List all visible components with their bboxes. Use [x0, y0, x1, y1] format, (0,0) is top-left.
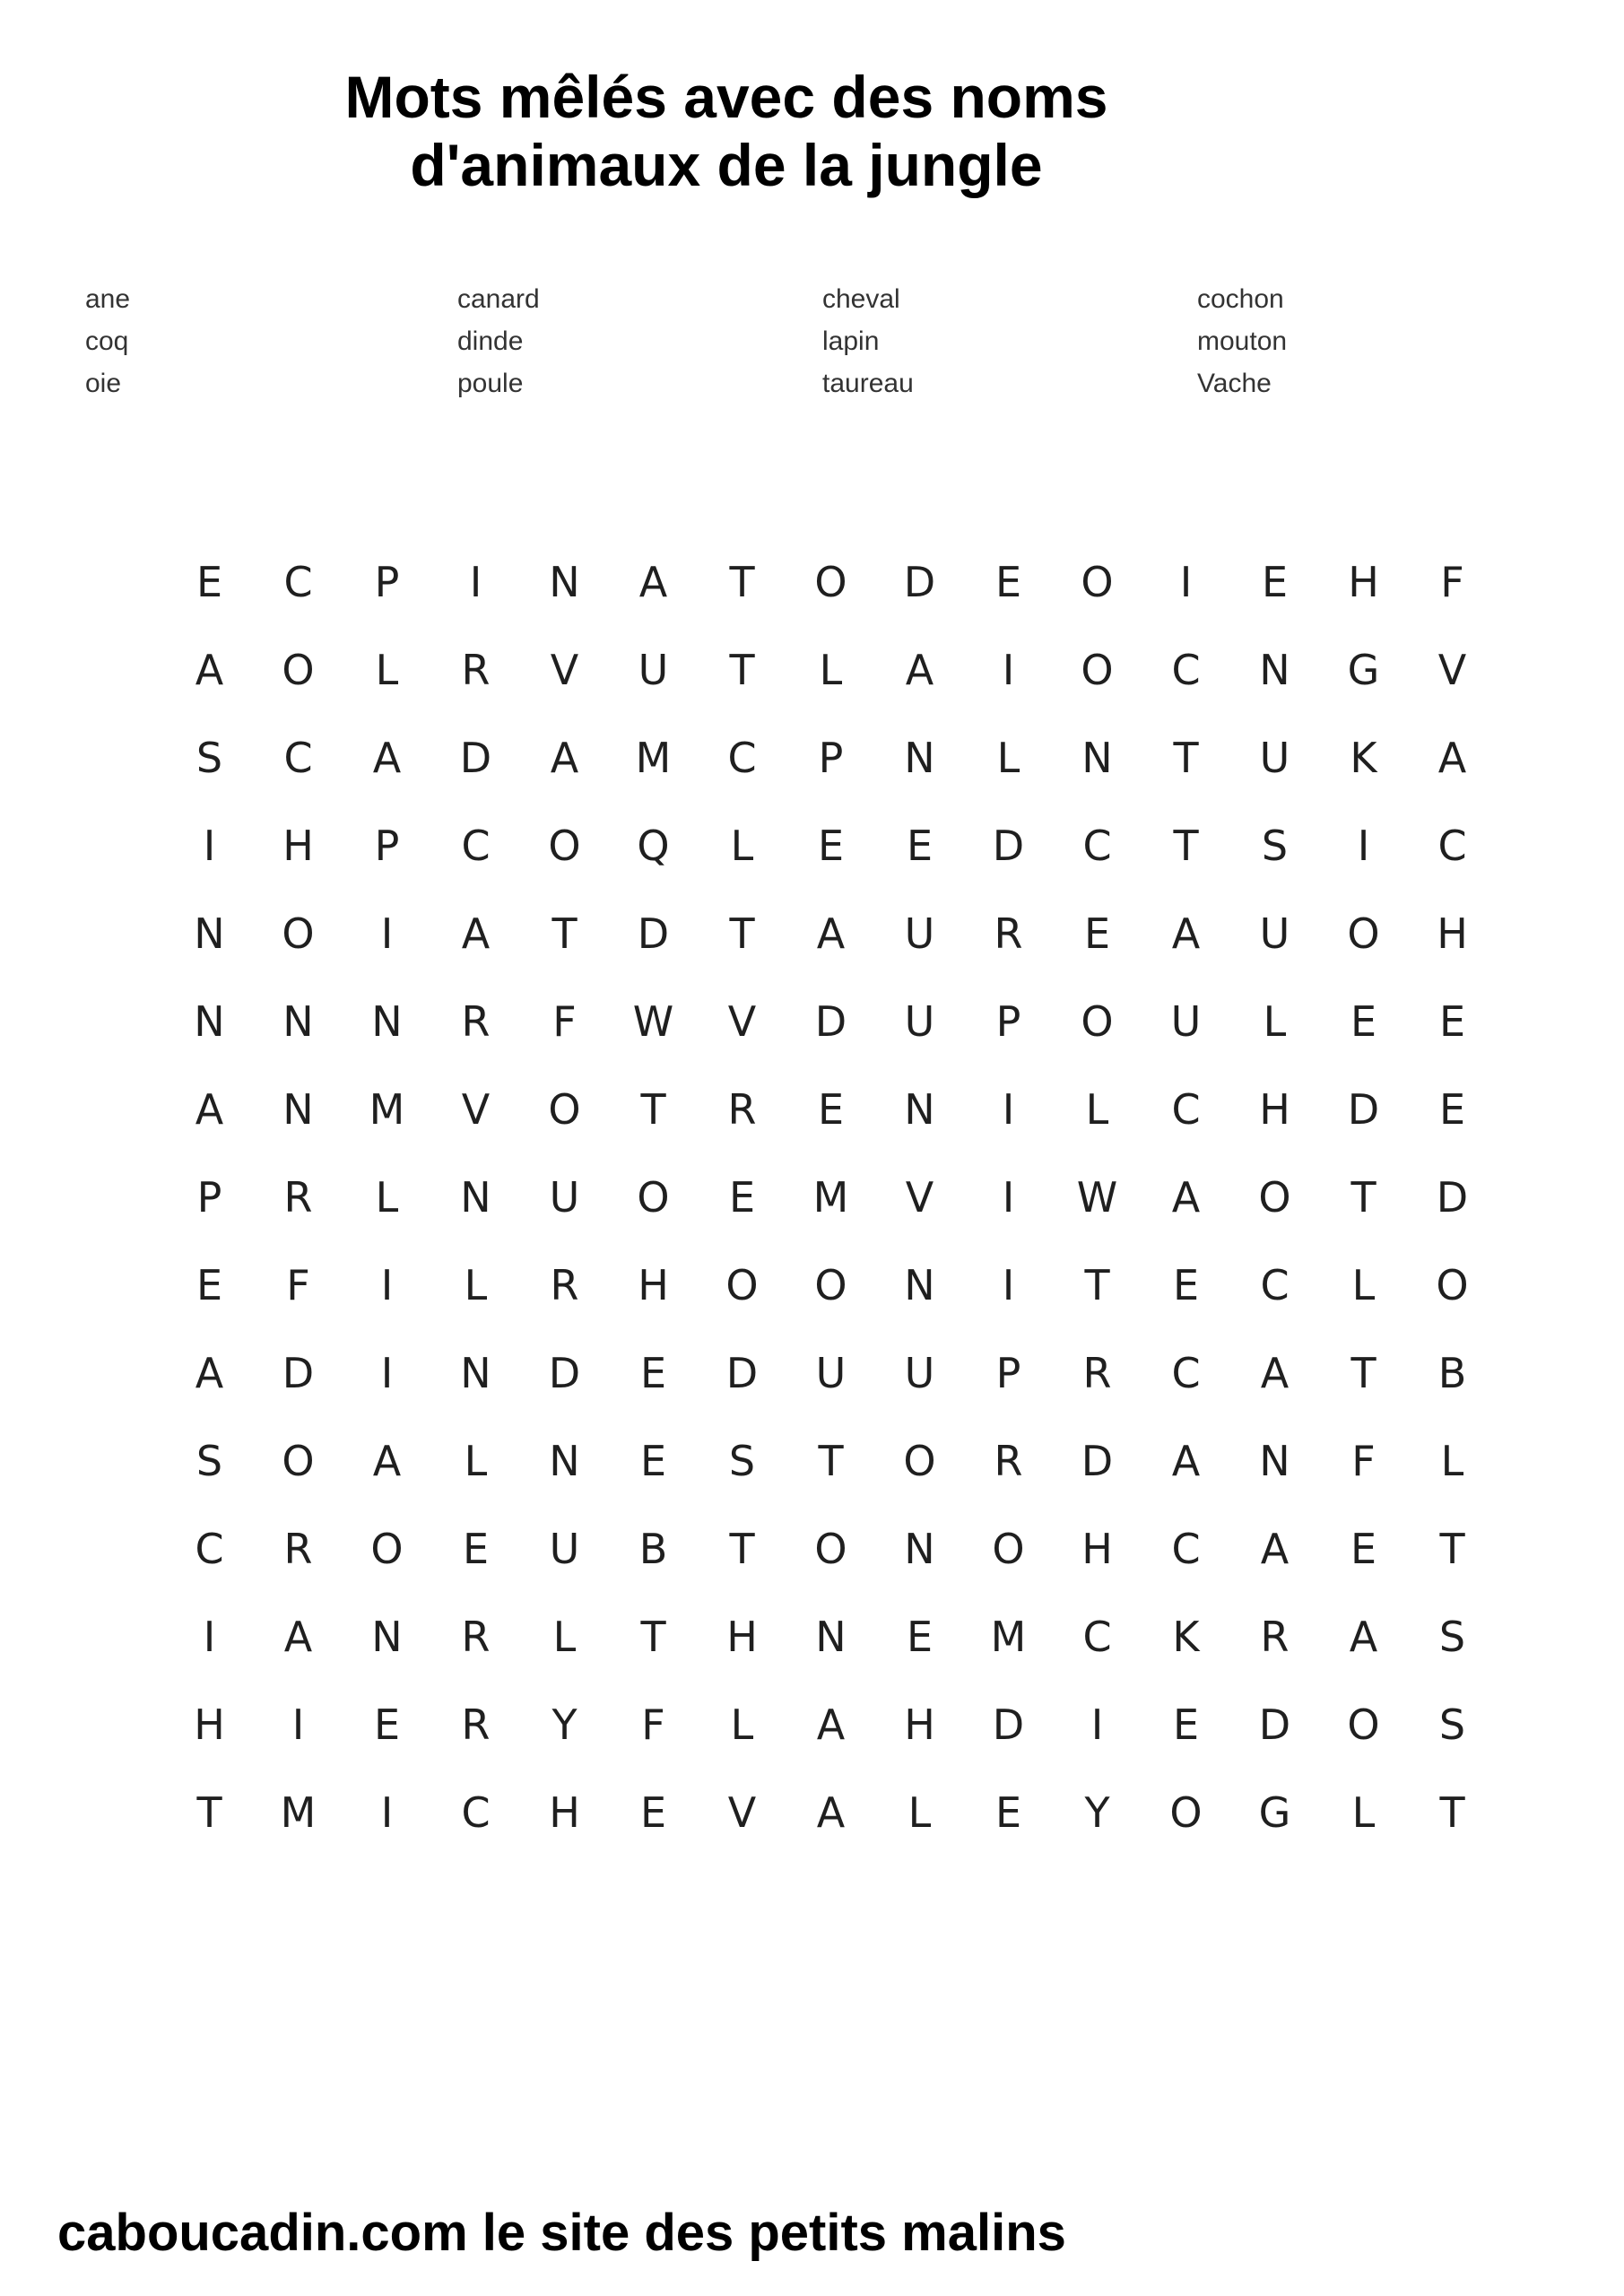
grid-letter[interactable]: D [1081, 1437, 1114, 1485]
grid-row [165, 626, 1497, 714]
grid-letter[interactable]: H [638, 1261, 669, 1309]
grid-letter[interactable]: L [375, 646, 399, 694]
grid-letter[interactable]: G [1258, 1788, 1291, 1837]
grid-letter[interactable]: N [371, 997, 403, 1046]
grid-letter[interactable]: M [990, 1613, 1027, 1661]
grid-letter[interactable]: S [728, 1437, 756, 1485]
grid-row [165, 802, 1497, 890]
grid-letter[interactable]: O [282, 1437, 315, 1485]
grid-letter[interactable]: E [195, 558, 223, 606]
grid-letter[interactable]: T [551, 909, 578, 958]
grid-letter[interactable]: C [283, 558, 313, 606]
grid-letter[interactable]: E [1083, 909, 1111, 958]
grid-letter[interactable]: N [815, 1613, 847, 1661]
footer-tagline: caboucadin.com le site des petits malins [57, 2204, 1066, 2262]
grid-letter[interactable]: I [1357, 822, 1370, 870]
grid-letter[interactable]: V [905, 1173, 934, 1222]
grid-letter[interactable]: T [640, 1085, 666, 1134]
grid-letter[interactable]: I [1002, 646, 1015, 694]
grid-letter[interactable]: U [549, 1525, 580, 1573]
grid-letter[interactable]: U [1259, 734, 1290, 782]
grid-row [165, 1769, 1497, 1857]
grid-letter[interactable]: E [1438, 997, 1466, 1046]
grid-letter[interactable]: E [373, 1700, 401, 1749]
grid-letter[interactable]: P [374, 822, 400, 870]
grid-row [165, 714, 1497, 802]
page-title-line-2: d'animaux de la jungle [410, 132, 1043, 198]
grid-letter[interactable]: I [203, 822, 216, 870]
grid-letter[interactable]: C [1171, 1525, 1201, 1573]
grid-letter[interactable]: A [1171, 1437, 1201, 1485]
grid-letter[interactable]: A [816, 909, 846, 958]
grid-row [165, 1153, 1497, 1241]
grid-letter[interactable]: T [729, 1525, 755, 1573]
grid-letter[interactable]: L [464, 1437, 488, 1485]
grid-row [165, 1505, 1497, 1593]
grid-letter[interactable]: T [818, 1437, 844, 1485]
grid-letter[interactable]: A [638, 558, 668, 606]
grid-letter[interactable]: E [728, 1173, 756, 1222]
grid-letter[interactable]: T [729, 558, 755, 606]
grid-letter[interactable]: D [725, 1349, 759, 1397]
word-item: cochon [1197, 284, 1284, 314]
grid-letter[interactable]: R [994, 909, 1023, 958]
grid-letter[interactable]: H [1081, 1525, 1113, 1573]
grid-letter[interactable]: N [282, 997, 314, 1046]
grid-letter[interactable]: C [1260, 1261, 1290, 1309]
grid-letter[interactable]: T [1173, 734, 1199, 782]
grid-letter[interactable]: A [1349, 1613, 1378, 1661]
grid-letter[interactable]: R [994, 1437, 1023, 1485]
grid-letter[interactable]: E [1172, 1261, 1200, 1309]
grid-letter[interactable]: N [460, 1349, 491, 1397]
grid-row [165, 1065, 1497, 1153]
grid-letter[interactable]: F [552, 997, 577, 1046]
grid-letter[interactable]: H [1348, 558, 1379, 606]
grid-letter[interactable]: K [1350, 734, 1377, 782]
grid-letter[interactable]: E [906, 822, 934, 870]
word-item: taureau [822, 369, 914, 398]
grid-letter[interactable]: T [1084, 1261, 1110, 1309]
grid-letter[interactable]: D [992, 1700, 1025, 1749]
grid-letter[interactable]: M [812, 1173, 849, 1222]
grid-letter[interactable]: V [550, 646, 579, 694]
grid-letter[interactable]: N [904, 734, 935, 782]
grid-letter[interactable]: T [1350, 1349, 1376, 1397]
grid-letter[interactable]: N [549, 558, 580, 606]
grid-letter[interactable]: L [908, 1788, 932, 1837]
grid-letter[interactable]: C [727, 734, 757, 782]
grid-letter[interactable]: O [1081, 558, 1114, 606]
grid-letter[interactable]: C [1082, 1613, 1112, 1661]
grid-letter[interactable]: T [640, 1613, 666, 1661]
grid-letter[interactable]: S [195, 1437, 223, 1485]
grid-letter[interactable]: L [730, 1700, 754, 1749]
grid-letter[interactable]: O [1347, 1700, 1380, 1749]
grid-letter[interactable]: A [816, 1700, 846, 1749]
grid-letter[interactable]: N [194, 997, 225, 1046]
grid-letter[interactable]: I [380, 909, 394, 958]
word-list-column-1 [85, 278, 426, 404]
grid-letter[interactable]: A [1171, 909, 1201, 958]
grid-letter[interactable]: I [1002, 1085, 1015, 1134]
grid-letter[interactable]: A [372, 734, 402, 782]
word-list-column-2 [457, 278, 798, 404]
grid-letter[interactable]: W [632, 997, 674, 1046]
grid-letter[interactable]: R [1260, 1613, 1290, 1661]
grid-letter[interactable]: C [461, 1788, 491, 1837]
grid-letter[interactable]: I [1179, 558, 1193, 606]
grid-letter[interactable]: I [1090, 1700, 1104, 1749]
grid-letter[interactable]: A [1260, 1349, 1290, 1397]
grid-letter[interactable]: A [195, 646, 224, 694]
grid-letter[interactable]: O [1169, 1788, 1203, 1837]
grid-letter[interactable]: I [380, 1261, 394, 1309]
grid-letter[interactable]: U [1259, 909, 1290, 958]
grid-letter[interactable]: O [1081, 997, 1114, 1046]
grid-letter[interactable]: A [283, 1613, 313, 1661]
grid-letter[interactable]: C [283, 734, 313, 782]
grid-letter[interactable]: R [283, 1525, 313, 1573]
grid-letter[interactable]: L [819, 646, 843, 694]
grid-letter[interactable]: A [461, 909, 491, 958]
grid-letter[interactable]: E [994, 1788, 1022, 1837]
grid-row [165, 890, 1497, 978]
grid-letter[interactable]: Y [551, 1700, 578, 1749]
grid-letter[interactable]: D [459, 734, 492, 782]
grid-letter[interactable]: O [1081, 646, 1114, 694]
grid-letter[interactable]: U [904, 909, 935, 958]
grid-letter[interactable]: O [370, 1525, 404, 1573]
grid-letter[interactable]: C [461, 822, 491, 870]
grid-letter[interactable]: D [548, 1349, 581, 1397]
grid-letter[interactable]: L [730, 822, 754, 870]
grid-letter[interactable]: D [1258, 1700, 1291, 1749]
grid-letter[interactable]: Q [637, 822, 670, 870]
grid-letter[interactable]: L [464, 1261, 488, 1309]
grid-letter[interactable]: C [1437, 822, 1467, 870]
grid-row [165, 1681, 1497, 1769]
grid-row [165, 1593, 1497, 1681]
grid-letter[interactable]: U [815, 1349, 847, 1397]
grid-letter[interactable]: F [1440, 558, 1464, 606]
grid-letter[interactable]: F [1351, 1437, 1376, 1485]
grid-letter[interactable]: H [1259, 1085, 1290, 1134]
word-item: dinde [457, 326, 524, 356]
grid-letter[interactable]: H [904, 1700, 935, 1749]
grid-letter[interactable]: D [903, 558, 936, 606]
grid-letter[interactable]: L [1085, 1085, 1109, 1134]
grid-letter[interactable]: I [1002, 1261, 1015, 1309]
grid-letter[interactable]: O [725, 1261, 759, 1309]
grid-letter[interactable]: N [1081, 734, 1113, 782]
grid-letter[interactable]: S [1438, 1613, 1466, 1661]
grid-letter[interactable]: M [635, 734, 672, 782]
grid-letter[interactable]: I [291, 1700, 305, 1749]
grid-letter[interactable]: E [639, 1788, 667, 1837]
grid-letter[interactable]: P [995, 997, 1021, 1046]
grid-letter[interactable]: L [1351, 1261, 1376, 1309]
grid-letter[interactable]: L [552, 1613, 577, 1661]
grid-letter[interactable]: H [194, 1700, 225, 1749]
grid-letter[interactable]: E [994, 558, 1022, 606]
page-title-line-1: Mots mêlés avec des noms [344, 64, 1108, 130]
grid-letter[interactable]: O [992, 1525, 1025, 1573]
grid-letter[interactable]: R [283, 1173, 313, 1222]
grid-letter[interactable]: F [641, 1700, 665, 1749]
word-item: mouton [1197, 326, 1288, 356]
grid-letter[interactable]: E [195, 1261, 223, 1309]
grid-letter[interactable]: I [203, 1613, 216, 1661]
grid-letter[interactable]: V [1437, 646, 1467, 694]
grid-letter[interactable]: O [1347, 909, 1380, 958]
grid-letter[interactable]: C [1171, 1085, 1201, 1134]
word-item: cheval [822, 284, 900, 314]
word-item: poule [457, 369, 524, 398]
grid-letter[interactable]: E [817, 822, 845, 870]
grid-letter[interactable]: A [1437, 734, 1467, 782]
grid-letter[interactable]: W [1076, 1173, 1118, 1222]
grid-letter[interactable]: V [727, 997, 757, 1046]
grid-letter[interactable]: C [195, 1525, 224, 1573]
grid-letter[interactable]: S [1438, 1700, 1466, 1749]
grid-letter[interactable]: N [371, 1613, 403, 1661]
grid-letter[interactable]: T [1439, 1788, 1465, 1837]
grid-letter[interactable]: L [1351, 1788, 1376, 1837]
word-item: oie [85, 369, 122, 398]
grid-letter[interactable]: O [282, 909, 315, 958]
grid-letter[interactable]: N [1259, 1437, 1290, 1485]
grid-letter[interactable]: H [726, 1613, 758, 1661]
grid-letter[interactable]: N [904, 1085, 935, 1134]
grid-row [165, 1241, 1497, 1329]
grid-letter[interactable]: U [549, 1173, 580, 1222]
grid-letter[interactable]: I [380, 1349, 394, 1397]
grid-letter[interactable]: M [369, 1085, 405, 1134]
grid-letter[interactable]: T [1173, 822, 1199, 870]
grid-letter[interactable]: I [469, 558, 482, 606]
grid-letter[interactable]: T [1439, 1525, 1465, 1573]
grid-letter[interactable]: M [280, 1788, 317, 1837]
grid-letter[interactable]: O [637, 1173, 670, 1222]
page-title [0, 63, 1453, 199]
grid-letter[interactable]: V [461, 1085, 491, 1134]
grid-letter[interactable]: E [462, 1525, 490, 1573]
grid-letter[interactable]: D [282, 1349, 315, 1397]
grid-letter[interactable]: E [1350, 997, 1377, 1046]
grid-letter[interactable]: C [1171, 646, 1201, 694]
grid-letter[interactable]: D [992, 822, 1025, 870]
grid-letter[interactable]: O [1436, 1261, 1469, 1309]
grid-letter[interactable]: R [461, 997, 491, 1046]
grid-letter[interactable]: A [816, 1788, 846, 1837]
grid-letter[interactable]: C [1171, 1349, 1201, 1397]
grid-letter[interactable]: R [550, 1261, 579, 1309]
grid-letter[interactable]: N [904, 1525, 935, 1573]
grid-letter[interactable]: O [814, 558, 847, 606]
grid-letter[interactable]: O [548, 1085, 581, 1134]
grid-letter[interactable]: A [1171, 1173, 1201, 1222]
grid-letter[interactable]: A [195, 1085, 224, 1134]
word-item: ane [85, 284, 131, 314]
word-item: Vache [1197, 369, 1272, 398]
grid-letter[interactable]: B [638, 1525, 668, 1573]
word-list [85, 278, 1556, 413]
grid-letter[interactable]: T [729, 646, 755, 694]
grid-letter[interactable]: V [727, 1788, 757, 1837]
grid-letter[interactable]: A [1260, 1525, 1290, 1573]
grid-letter[interactable]: H [1437, 909, 1468, 958]
grid-row [165, 1329, 1497, 1417]
grid-letter[interactable]: D [1347, 1085, 1380, 1134]
grid-letter[interactable]: N [1259, 646, 1290, 694]
grid-letter[interactable]: S [1261, 822, 1289, 870]
grid-letter[interactable]: R [727, 1085, 757, 1134]
grid-letter[interactable]: D [637, 909, 670, 958]
grid-letter[interactable]: K [1172, 1613, 1200, 1661]
grid-letter[interactable]: U [1170, 997, 1202, 1046]
grid-letter[interactable]: O [814, 1525, 847, 1573]
grid-letter[interactable]: R [461, 1613, 491, 1661]
grid-letter[interactable]: R [461, 646, 491, 694]
grid-letter[interactable]: N [194, 909, 225, 958]
grid-letter[interactable]: T [729, 909, 755, 958]
grid-letter[interactable]: Y [1084, 1788, 1110, 1837]
grid-letter[interactable]: E [639, 1437, 667, 1485]
grid-letter[interactable]: N [460, 1173, 491, 1222]
grid-letter[interactable]: G [1347, 646, 1380, 694]
grid-letter[interactable]: A [550, 734, 579, 782]
grid-letter[interactable]: E [1261, 558, 1289, 606]
grid-letter[interactable]: E [906, 1613, 934, 1661]
grid-letter[interactable]: E [1438, 1085, 1466, 1134]
grid-letter[interactable]: H [282, 822, 314, 870]
grid-letter[interactable]: E [817, 1085, 845, 1134]
grid-letter[interactable]: T [196, 1788, 222, 1837]
grid-row [165, 978, 1497, 1065]
grid-letter[interactable]: P [995, 1349, 1021, 1397]
grid-letter[interactable]: I [380, 1788, 394, 1837]
grid-letter[interactable]: R [1082, 1349, 1112, 1397]
grid-letter[interactable]: C [1082, 822, 1112, 870]
grid-letter[interactable]: L [375, 1173, 399, 1222]
letter-grid [165, 538, 1497, 1857]
grid-letter[interactable]: N [549, 1437, 580, 1485]
grid-letter[interactable]: E [639, 1349, 667, 1397]
grid-letter[interactable]: R [461, 1700, 491, 1749]
grid-letter[interactable]: H [549, 1788, 580, 1837]
word-item: coq [85, 326, 129, 356]
word-item: lapin [822, 326, 880, 356]
grid-letter[interactable]: D [814, 997, 847, 1046]
grid-letter[interactable]: P [374, 558, 400, 606]
grid-row [165, 1417, 1497, 1505]
word-list-column-3 [822, 278, 1163, 404]
grid-letter[interactable]: U [904, 1349, 935, 1397]
grid-row [165, 538, 1497, 626]
grid-letter[interactable]: F [286, 1261, 310, 1309]
grid-letter[interactable]: P [196, 1173, 222, 1222]
grid-letter[interactable]: O [1258, 1173, 1291, 1222]
grid-letter[interactable]: A [372, 1437, 402, 1485]
grid-letter[interactable]: N [282, 1085, 314, 1134]
grid-letter[interactable]: O [282, 646, 315, 694]
grid-letter[interactable]: A [905, 646, 934, 694]
grid-letter[interactable]: O [814, 1261, 847, 1309]
grid-letter[interactable]: O [548, 822, 581, 870]
grid-letter[interactable]: U [638, 646, 669, 694]
grid-letter[interactable]: S [195, 734, 223, 782]
grid-letter[interactable]: L [996, 734, 1020, 782]
grid-letter[interactable]: E [1172, 1700, 1200, 1749]
grid-letter[interactable]: T [1350, 1173, 1376, 1222]
grid-letter[interactable]: P [818, 734, 844, 782]
grid-letter[interactable]: N [904, 1261, 935, 1309]
grid-letter[interactable]: D [1436, 1173, 1469, 1222]
word-list-column-4 [1197, 278, 1538, 404]
word-item: canard [457, 284, 540, 314]
grid-letter[interactable]: L [1263, 997, 1287, 1046]
grid-letter[interactable]: E [1350, 1525, 1377, 1573]
grid-letter[interactable]: U [904, 997, 935, 1046]
grid-letter[interactable]: B [1437, 1349, 1467, 1397]
grid-letter[interactable]: A [195, 1349, 224, 1397]
grid-letter[interactable]: I [1002, 1173, 1015, 1222]
grid-letter[interactable]: L [1440, 1437, 1464, 1485]
grid-letter[interactable]: O [903, 1437, 936, 1485]
